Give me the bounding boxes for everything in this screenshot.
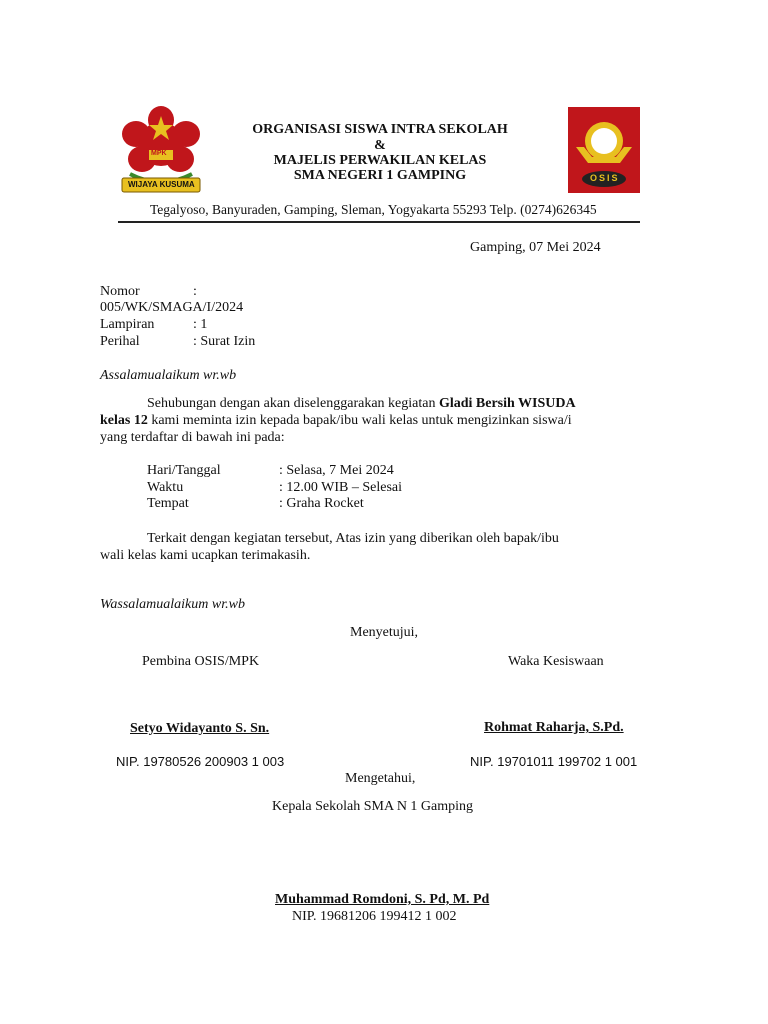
left-role: Pembina OSIS/MPK xyxy=(142,654,260,669)
nomor-value: 005/WK/SMAGA/I/2024 xyxy=(100,300,244,315)
header-divider xyxy=(118,221,640,223)
org-line-2: MAJELIS PERWAKILAN KELAS xyxy=(273,153,487,168)
detail-label-time: Waktu xyxy=(147,480,184,495)
detail-value-day: : Selasa, 7 Mei 2024 xyxy=(279,463,394,478)
lampiran-label: Lampiran xyxy=(100,317,155,332)
perihal-label: Perihal xyxy=(100,334,140,349)
osis-logo xyxy=(568,107,640,193)
body-paragraph-1 xyxy=(100,395,640,446)
osis-logo-text: OSIS xyxy=(590,173,620,183)
perihal-value: : Surat Izin xyxy=(193,334,256,349)
know-label: Mengetahui, xyxy=(345,771,416,786)
left-nip: NIP. 19780526 200903 1 003 xyxy=(116,754,285,769)
org-line-1: ORGANISASI SISWA INTRA SEKOLAH xyxy=(252,122,508,137)
event-name: Gladi Bersih WISUDA xyxy=(438,396,576,411)
head-role: Kepala Sekolah SMA N 1 Gamping xyxy=(272,799,474,814)
body-paragraph-2 xyxy=(100,530,640,564)
head-nip: NIP. 19681206 199412 1 002 xyxy=(292,909,457,924)
right-nip: NIP. 19701011 199702 1 001 xyxy=(470,754,638,769)
event-class: kelas 12 xyxy=(100,413,148,428)
approve-label: Menyetujui, xyxy=(350,625,419,640)
place-date: Gamping, 07 Mei 2024 xyxy=(470,240,601,255)
school-name: SMA NEGERI 1 GAMPING xyxy=(293,168,467,183)
body2-line2: wali kelas kami ucapkan terimakasih. xyxy=(100,548,311,563)
detail-label-day: Hari/Tanggal xyxy=(147,463,221,478)
greeting: Assalamualaikum wr.wb xyxy=(100,368,237,383)
body2-line1: Terkait dengan kegiatan tersebut, Atas izin yang diberikan oleh bapak/ibu xyxy=(147,531,559,546)
body1-continuation: kami meminta izin kepada bapak/ibu wali kelas untuk mengizinkan siswa/i xyxy=(147,413,572,428)
mpk-logo-text: MPK xyxy=(151,150,167,157)
right-role: Waka Kesiswaan xyxy=(508,654,604,669)
ampersand: & xyxy=(374,138,386,153)
right-signatory-name: Rohmat Raharja, S.Pd. xyxy=(484,720,624,735)
mpk-logo xyxy=(116,104,206,196)
nomor-label: Nomor xyxy=(100,284,140,299)
school-address: Tegalyoso, Banyuraden, Gamping, Sleman, Yogyakarta 55293 Telp. (0274)626345 xyxy=(150,202,597,217)
detail-value-time: : 12.00 WIB – Selesai xyxy=(279,480,403,495)
body1-text: Sehubungan dengan akan diselenggarakan kegiatan xyxy=(147,396,439,411)
mpk-logo-banner: WIJAYA KUSUMA xyxy=(128,180,195,189)
nomor-colon: : xyxy=(193,284,197,299)
lampiran-value: : 1 xyxy=(193,317,208,332)
body1-line3: yang terdaftar di bawah ini pada: xyxy=(100,430,285,445)
detail-value-place: : Graha Rocket xyxy=(279,496,364,511)
detail-label-place: Tempat xyxy=(147,496,189,511)
head-signatory-name: Muhammad Romdoni, S. Pd, M. Pd xyxy=(275,892,490,907)
left-signatory-name: Setyo Widayanto S. Sn. xyxy=(130,721,270,736)
closing: Wassalamualaikum wr.wb xyxy=(100,597,245,612)
